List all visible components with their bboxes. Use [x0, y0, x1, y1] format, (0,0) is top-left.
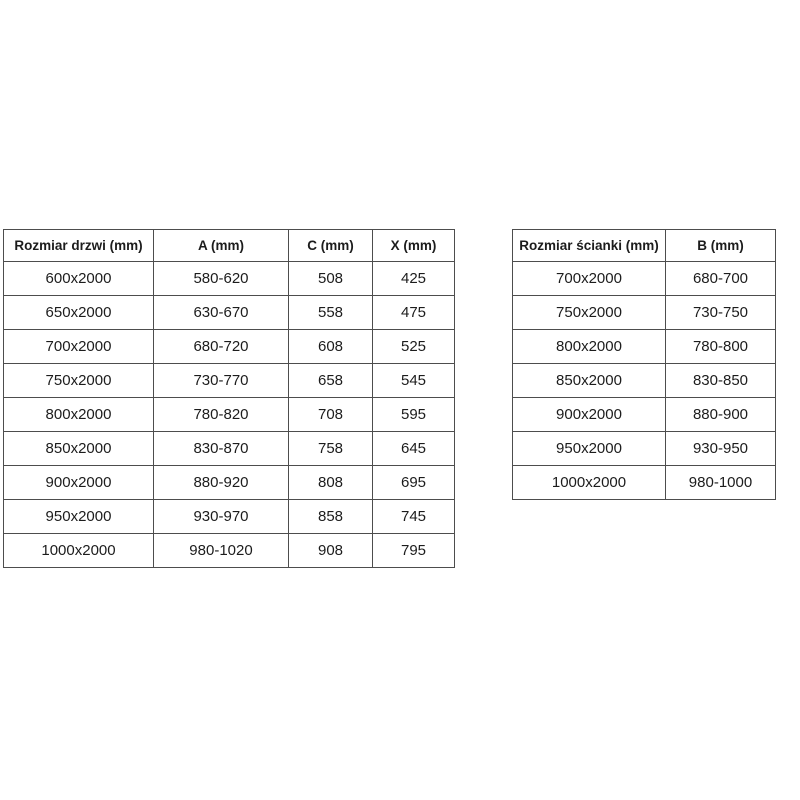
table-row	[4, 330, 455, 364]
table-cell: 930-950	[666, 432, 776, 466]
table-cell: 980-1020	[154, 534, 289, 568]
column-header: A (mm)	[154, 230, 289, 262]
table-cell: 700x2000	[4, 330, 154, 364]
column-header: Rozmiar ścianki (mm)	[513, 230, 666, 262]
table-cell: 795	[373, 534, 455, 568]
table-cell: 950x2000	[513, 432, 666, 466]
table-cell: 695	[373, 466, 455, 500]
table-cell: 900x2000	[513, 398, 666, 432]
door-sizes-table	[3, 229, 455, 568]
table-cell: 830-850	[666, 364, 776, 398]
table-cell: 600x2000	[4, 262, 154, 296]
table-row	[4, 398, 455, 432]
table-row	[4, 500, 455, 534]
wall-sizes-table	[512, 229, 776, 500]
table-cell: 980-1000	[666, 466, 776, 500]
column-header: C (mm)	[289, 230, 373, 262]
table-cell: 808	[289, 466, 373, 500]
table-cell: 800x2000	[4, 398, 154, 432]
table-cell: 630-670	[154, 296, 289, 330]
table-cell: 930-970	[154, 500, 289, 534]
table-cell: 595	[373, 398, 455, 432]
table-cell: 680-720	[154, 330, 289, 364]
table-cell: 425	[373, 262, 455, 296]
table-cell: 580-620	[154, 262, 289, 296]
table-cell: 850x2000	[4, 432, 154, 466]
table-row	[513, 398, 776, 432]
table-row	[4, 534, 455, 568]
table-cell: 758	[289, 432, 373, 466]
table-row	[513, 296, 776, 330]
table-cell: 750x2000	[4, 364, 154, 398]
table-cell: 830-870	[154, 432, 289, 466]
table-row	[513, 432, 776, 466]
table-cell: 730-750	[666, 296, 776, 330]
column-header: X (mm)	[373, 230, 455, 262]
table-row	[513, 330, 776, 364]
table-cell: 858	[289, 500, 373, 534]
column-header: B (mm)	[666, 230, 776, 262]
table-cell: 525	[373, 330, 455, 364]
table-cell: 950x2000	[4, 500, 154, 534]
table-cell: 608	[289, 330, 373, 364]
table-cell: 680-700	[666, 262, 776, 296]
table-cell: 545	[373, 364, 455, 398]
table-cell: 908	[289, 534, 373, 568]
column-header: Rozmiar drzwi (mm)	[4, 230, 154, 262]
table-cell: 700x2000	[513, 262, 666, 296]
table-cell: 508	[289, 262, 373, 296]
header-row	[4, 230, 455, 262]
table-cell: 780-800	[666, 330, 776, 364]
table-row	[513, 466, 776, 500]
table-cell: 745	[373, 500, 455, 534]
table-cell: 780-820	[154, 398, 289, 432]
table-row	[4, 432, 455, 466]
table-cell: 800x2000	[513, 330, 666, 364]
table-cell: 880-920	[154, 466, 289, 500]
table-cell: 475	[373, 296, 455, 330]
table-cell: 650x2000	[4, 296, 154, 330]
table-cell: 730-770	[154, 364, 289, 398]
table-cell: 900x2000	[4, 466, 154, 500]
table-row	[513, 262, 776, 296]
table-cell: 558	[289, 296, 373, 330]
table-row	[4, 466, 455, 500]
table-cell: 645	[373, 432, 455, 466]
table-row	[4, 296, 455, 330]
table-cell: 850x2000	[513, 364, 666, 398]
table-cell: 880-900	[666, 398, 776, 432]
table-cell: 1000x2000	[4, 534, 154, 568]
table-cell: 1000x2000	[513, 466, 666, 500]
table-row	[513, 364, 776, 398]
table-cell: 750x2000	[513, 296, 666, 330]
table-cell: 658	[289, 364, 373, 398]
header-row	[513, 230, 776, 262]
table-cell: 708	[289, 398, 373, 432]
table-row	[4, 262, 455, 296]
table-row	[4, 364, 455, 398]
